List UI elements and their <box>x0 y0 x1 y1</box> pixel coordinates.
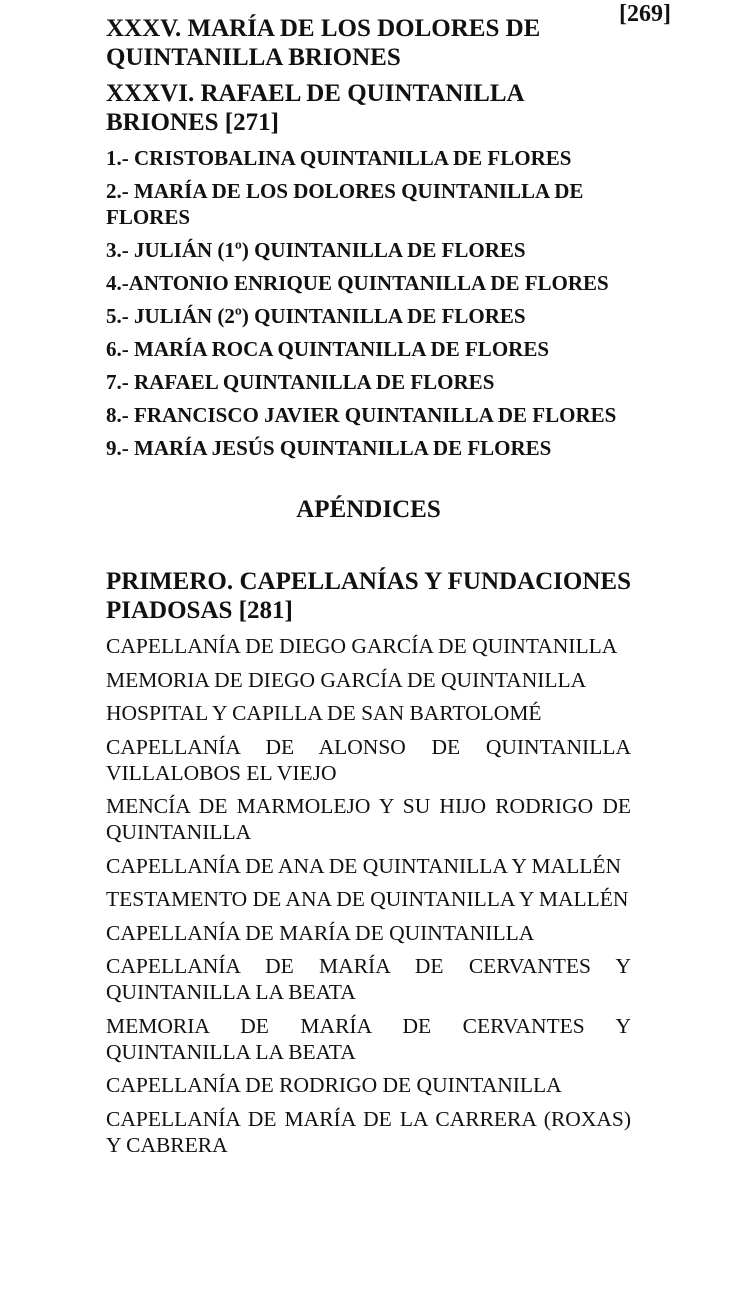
entry-item-9: CAPELLANÍA DE MARÍA DE CERVANTES Y QUINTANILLA LA BEATA <box>106 954 631 1004</box>
child-item-6: 6.- MARÍA ROCA QUINTANILLA DE FLORES <box>106 337 549 361</box>
entry-item-8: CAPELLANÍA DE MARÍA DE QUINTANILLA <box>106 920 535 945</box>
children-list <box>106 145 631 461</box>
entry-item-2: MEMORIA DE DIEGO GARCÍA DE QUINTANILLA <box>106 667 587 692</box>
heading-xxxvi: XXXVI. RAFAEL DE QUINTANILLA BRIONES [271] <box>106 80 524 136</box>
page-content <box>106 14 631 1165</box>
entry-item-12: CAPELLANÍA DE MARÍA DE LA CARRERA (ROXAS) Y CABRERA <box>106 1106 631 1157</box>
child-item-8: 8.- FRANCISCO JAVIER QUINTANILLA DE FLORES <box>106 403 617 427</box>
child-item-5: 5.- JULIÁN (2º) QUINTANILLA DE FLORES <box>106 304 526 328</box>
entry-item-6: CAPELLANÍA DE ANA DE QUINTANILLA Y MALLÉN <box>106 853 622 878</box>
entry-item-1: CAPELLANÍA DE DIEGO GARCÍA DE QUINTANILLA <box>106 634 618 658</box>
heading-xxxv: XXXV. MARÍA DE LOS DOLORES DE QUINTANILLA BRIONES <box>106 15 541 71</box>
child-item-1: 1.- CRISTOBALINA QUINTANILLA DE FLORES <box>106 146 572 170</box>
entry-item-10: MEMORIA DE MARÍA DE CERVANTES Y QUINTANILLA LA BEATA <box>106 1013 631 1064</box>
child-item-2: 2.- MARÍA DE LOS DOLORES QUINTANILLA DE FLORES <box>106 179 584 229</box>
child-item-3: 3.- JULIÁN (1º) QUINTANILLA DE FLORES <box>106 238 526 262</box>
appendix-first-heading: PRIMERO. CAPELLANÍAS Y FUNDACIONES PIADOSAS [281] <box>106 568 631 624</box>
child-item-9: 9.- MARÍA JESÚS QUINTANILLA DE FLORES <box>106 436 552 460</box>
appendix-first-entries <box>106 633 631 1158</box>
entry-item-11: CAPELLANÍA DE RODRIGO DE QUINTANILLA <box>106 1073 562 1097</box>
page-number: [269] <box>619 1 671 27</box>
entry-item-4: CAPELLANÍA DE ALONSO DE QUINTANILLA VILLALOBOS EL VIEJO <box>106 734 631 785</box>
child-item-4: 4.-ANTONIO ENRIQUE QUINTANILLA DE FLORES <box>106 271 609 295</box>
child-item-7: 7.- RAFAEL QUINTANILLA DE FLORES <box>106 370 495 394</box>
entry-item-3: HOSPITAL Y CAPILLA DE SAN BARTOLOMÉ <box>106 701 542 725</box>
entry-item-7: TESTAMENTO DE ANA DE QUINTANILLA Y MALLÉN <box>106 887 629 911</box>
appendices-title: APÉNDICES <box>296 496 441 523</box>
entry-item-5: MENCÍA DE MARMOLEJO Y SU HIJO RODRIGO DE QUINTANILLA <box>106 794 631 844</box>
